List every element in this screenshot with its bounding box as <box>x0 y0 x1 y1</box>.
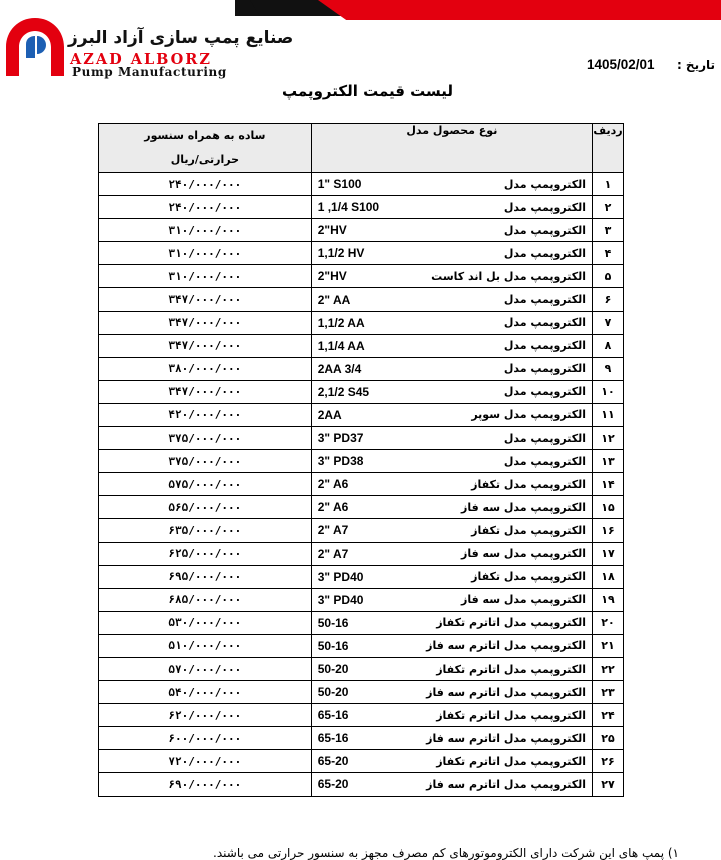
row-product-name: الکتروپمپ مدل <box>503 316 587 330</box>
row-price: ۳۷۵/۰۰۰/۰۰۰ <box>99 427 312 450</box>
row-product-model: 65-20 <box>317 754 349 769</box>
header-product: نوع محصول مدل <box>311 124 592 173</box>
row-product <box>311 727 592 750</box>
row-product-name: الکتروپمپ مدل سه فاز <box>461 593 587 607</box>
page-title: لیست قیمت الکتروپمپ <box>282 82 454 100</box>
company-logo-icon <box>2 14 68 80</box>
table-row <box>99 773 624 796</box>
row-index: ۴ <box>593 242 624 265</box>
row-product-model: 3" PD40 <box>317 569 364 584</box>
row-product <box>311 634 592 657</box>
row-product <box>311 357 592 380</box>
brand-name-fa: صنایع پمپ سازی آزاد البرز <box>68 28 294 48</box>
table-row <box>99 704 624 727</box>
row-product-name: الکتروپمپ مدل <box>503 362 587 376</box>
table-row <box>99 565 624 588</box>
header-price <box>99 124 312 173</box>
header-price-line2: حرارتی/ریال <box>170 153 239 166</box>
table-row <box>99 634 624 657</box>
row-price: ۳۴۷/۰۰۰/۰۰۰ <box>99 380 312 403</box>
row-product-model: 50-20 <box>317 685 349 700</box>
row-product-name: الکتروپمپ مدل <box>503 431 587 445</box>
row-product-model: 65-16 <box>317 731 349 746</box>
row-product-model: 1,1/2 HV <box>317 246 365 261</box>
table-row <box>99 173 624 196</box>
row-price: ۵۱۰/۰۰۰/۰۰۰ <box>99 634 312 657</box>
row-index: ۲۰ <box>593 611 624 634</box>
footer-note: ۱) پمپ های این شرکت دارای الکتروموتورهای کم مصرف مجهز به سنسور حرارتی می باشند. <box>213 846 679 860</box>
row-product-name: الکتروپمپ مدل تکفاز <box>471 570 587 584</box>
row-price: ۵۶۵/۰۰۰/۰۰۰ <box>99 496 312 519</box>
row-index: ۱۱ <box>593 403 624 426</box>
row-price: ۲۴۰/۰۰۰/۰۰۰ <box>99 196 312 219</box>
row-price: ۷۲۰/۰۰۰/۰۰۰ <box>99 750 312 773</box>
row-product <box>311 450 592 473</box>
row-product-name: الکتروپمپ مدل اتاترم تکفاز <box>436 662 587 676</box>
row-index: ۱۰ <box>593 380 624 403</box>
row-product <box>311 657 592 680</box>
row-product <box>311 334 592 357</box>
date-value: 1405/02/01 <box>587 57 655 72</box>
price-table <box>98 123 624 797</box>
row-index: ۲ <box>593 196 624 219</box>
row-price: ۳۴۷/۰۰۰/۰۰۰ <box>99 311 312 334</box>
row-product-model: 2" A6 <box>317 500 349 515</box>
table-row <box>99 288 624 311</box>
row-product-name: الکتروپمپ مدل اتاترم تکفاز <box>436 754 587 768</box>
row-product-name: الکتروپمپ مدل اتاترم سه فاز <box>426 639 587 653</box>
row-index: ۳ <box>593 219 624 242</box>
table-row <box>99 242 624 265</box>
row-price: ۶۳۵/۰۰۰/۰۰۰ <box>99 519 312 542</box>
row-index: ۸ <box>593 334 624 357</box>
row-product-name: الکتروپمپ مدل سه فاز <box>461 500 587 514</box>
row-product <box>311 173 592 196</box>
table-row <box>99 357 624 380</box>
table-row <box>99 334 624 357</box>
table-row <box>99 311 624 334</box>
row-product <box>311 542 592 565</box>
row-price: ۵۷۰/۰۰۰/۰۰۰ <box>99 657 312 680</box>
row-price: ۵۷۵/۰۰۰/۰۰۰ <box>99 473 312 496</box>
row-price: ۳۱۰/۰۰۰/۰۰۰ <box>99 265 312 288</box>
row-index: ۲۷ <box>593 773 624 796</box>
header-price-line1: ساده به همراه سنسور <box>144 129 266 142</box>
row-product <box>311 773 592 796</box>
row-product-name: الکتروپمپ مدل اتاترم تکفاز <box>436 708 587 722</box>
row-product-name: الکتروپمپ مدل بل اند کاست <box>431 269 587 283</box>
row-index: ۱۴ <box>593 473 624 496</box>
row-product-model: 50-16 <box>317 638 349 653</box>
row-index: ۲۶ <box>593 750 624 773</box>
row-product-name: الکتروپمپ مدل <box>503 454 587 468</box>
row-product-model: 65-16 <box>317 708 349 723</box>
row-price: ۶۹۰/۰۰۰/۰۰۰ <box>99 773 312 796</box>
brand-subtitle: Pump Manufacturing <box>72 65 227 79</box>
row-price: ۶۲۰/۰۰۰/۰۰۰ <box>99 704 312 727</box>
row-product-model: 2,1/2 S45 <box>317 384 370 399</box>
row-price: ۳۴۷/۰۰۰/۰۰۰ <box>99 288 312 311</box>
table-row <box>99 403 624 426</box>
table-row <box>99 473 624 496</box>
row-product-name: الکتروپمپ مدل <box>503 293 587 307</box>
table-row <box>99 450 624 473</box>
row-product-name: الکتروپمپ مدل اتاترم تکفاز <box>436 616 587 630</box>
row-product-name: الکتروپمپ مدل سوپر <box>471 408 587 422</box>
row-product <box>311 681 592 704</box>
row-price: ۳۱۰/۰۰۰/۰۰۰ <box>99 242 312 265</box>
table-row <box>99 750 624 773</box>
row-index: ۲۳ <box>593 681 624 704</box>
row-index: ۵ <box>593 265 624 288</box>
table-header-row <box>99 124 624 173</box>
row-index: ۱۵ <box>593 496 624 519</box>
row-price: ۶۰۰/۰۰۰/۰۰۰ <box>99 727 312 750</box>
row-product <box>311 519 592 542</box>
row-price: ۲۴۰/۰۰۰/۰۰۰ <box>99 173 312 196</box>
row-index: ۱۹ <box>593 588 624 611</box>
row-product <box>311 588 592 611</box>
row-product-name: الکتروپمپ مدل اتاترم سه فاز <box>426 731 587 745</box>
table-row <box>99 496 624 519</box>
table-row <box>99 657 624 680</box>
table-row <box>99 681 624 704</box>
row-product <box>311 311 592 334</box>
row-product-model: 2" A7 <box>317 546 349 561</box>
row-index: ۷ <box>593 311 624 334</box>
row-product-model: 2" AA <box>317 292 351 307</box>
table-row <box>99 219 624 242</box>
header-index: ردیف <box>593 124 624 173</box>
header-stripe-red <box>318 0 721 20</box>
row-product-model: 2" A6 <box>317 477 349 492</box>
row-product-model: 65-20 <box>317 777 349 792</box>
row-index: ۹ <box>593 357 624 380</box>
row-product <box>311 196 592 219</box>
row-price: ۶۲۵/۰۰۰/۰۰۰ <box>99 542 312 565</box>
row-product-name: الکتروپمپ مدل تکفاز <box>471 477 587 491</box>
header-stripe-accent <box>250 0 330 16</box>
table-row <box>99 196 624 219</box>
row-product-name: الکتروپمپ مدل تکفاز <box>471 523 587 537</box>
row-product <box>311 704 592 727</box>
row-product <box>311 611 592 634</box>
row-index: ۲۴ <box>593 704 624 727</box>
row-product-name: الکتروپمپ مدل <box>503 223 587 237</box>
row-index: ۱۷ <box>593 542 624 565</box>
row-product <box>311 496 592 519</box>
date-label: تاریخ : <box>676 58 715 72</box>
table-row <box>99 265 624 288</box>
row-price: ۶۹۵/۰۰۰/۰۰۰ <box>99 565 312 588</box>
row-product-name: الکتروپمپ مدل سه فاز <box>461 547 587 561</box>
table-row <box>99 542 624 565</box>
row-product-name: الکتروپمپ مدل اتاترم سه فاز <box>426 777 587 791</box>
row-price: ۶۸۵/۰۰۰/۰۰۰ <box>99 588 312 611</box>
table-row <box>99 727 624 750</box>
row-price: ۳۴۷/۰۰۰/۰۰۰ <box>99 334 312 357</box>
row-price: ۵۳۰/۰۰۰/۰۰۰ <box>99 611 312 634</box>
row-index: ۶ <box>593 288 624 311</box>
row-index: ۲۲ <box>593 657 624 680</box>
row-product <box>311 565 592 588</box>
row-product-model: 2AA 3/4 <box>317 361 362 376</box>
row-price: ۳۸۰/۰۰۰/۰۰۰ <box>99 357 312 380</box>
row-price: ۳۷۵/۰۰۰/۰۰۰ <box>99 450 312 473</box>
row-product-model: 3" PD38 <box>317 454 364 469</box>
row-product-model: 1,1/2 AA <box>317 315 365 330</box>
row-product-model: 1,1/4 AA <box>317 338 365 353</box>
row-price: ۴۲۰/۰۰۰/۰۰۰ <box>99 403 312 426</box>
row-product-model: 2"HV <box>317 223 347 238</box>
table-row <box>99 427 624 450</box>
table-row <box>99 380 624 403</box>
row-product <box>311 403 592 426</box>
row-index: ۲۵ <box>593 727 624 750</box>
table-row <box>99 588 624 611</box>
row-product <box>311 380 592 403</box>
row-product <box>311 427 592 450</box>
row-index: ۱ <box>593 173 624 196</box>
row-product <box>311 219 592 242</box>
row-product-model: 50-16 <box>317 615 349 630</box>
row-product-name: الکتروپمپ مدل <box>503 385 587 399</box>
row-product-name: الکتروپمپ مدل <box>503 339 587 353</box>
row-product-name: الکتروپمپ مدل <box>503 200 587 214</box>
row-product-model: 2"HV <box>317 269 347 284</box>
row-product <box>311 288 592 311</box>
row-price: ۵۴۰/۰۰۰/۰۰۰ <box>99 681 312 704</box>
row-product-model: 3" PD40 <box>317 592 364 607</box>
row-index: ۱۶ <box>593 519 624 542</box>
row-product-model: 2" A7 <box>317 523 349 538</box>
row-product-name: الکتروپمپ مدل <box>503 246 587 260</box>
row-index: ۱۸ <box>593 565 624 588</box>
row-index: ۱۲ <box>593 427 624 450</box>
table-row <box>99 611 624 634</box>
row-product <box>311 750 592 773</box>
row-product <box>311 473 592 496</box>
row-product <box>311 265 592 288</box>
table-row <box>99 519 624 542</box>
brand-name-en: AZAD ALBORZ <box>70 51 212 68</box>
row-product-name: الکتروپمپ مدل اتاترم سه فاز <box>426 685 587 699</box>
row-index: ۲۱ <box>593 634 624 657</box>
row-index: ۱۳ <box>593 450 624 473</box>
row-product-model: 3" PD37 <box>317 431 364 446</box>
row-product-model: 2AA <box>317 407 342 422</box>
row-price: ۳۱۰/۰۰۰/۰۰۰ <box>99 219 312 242</box>
row-product-model: 50-20 <box>317 662 349 677</box>
row-product-name: الکتروپمپ مدل <box>503 177 587 191</box>
row-product-model: 1 ,1/4 S100 <box>317 200 380 215</box>
row-product <box>311 242 592 265</box>
row-product-model: 1" S100 <box>317 177 362 192</box>
